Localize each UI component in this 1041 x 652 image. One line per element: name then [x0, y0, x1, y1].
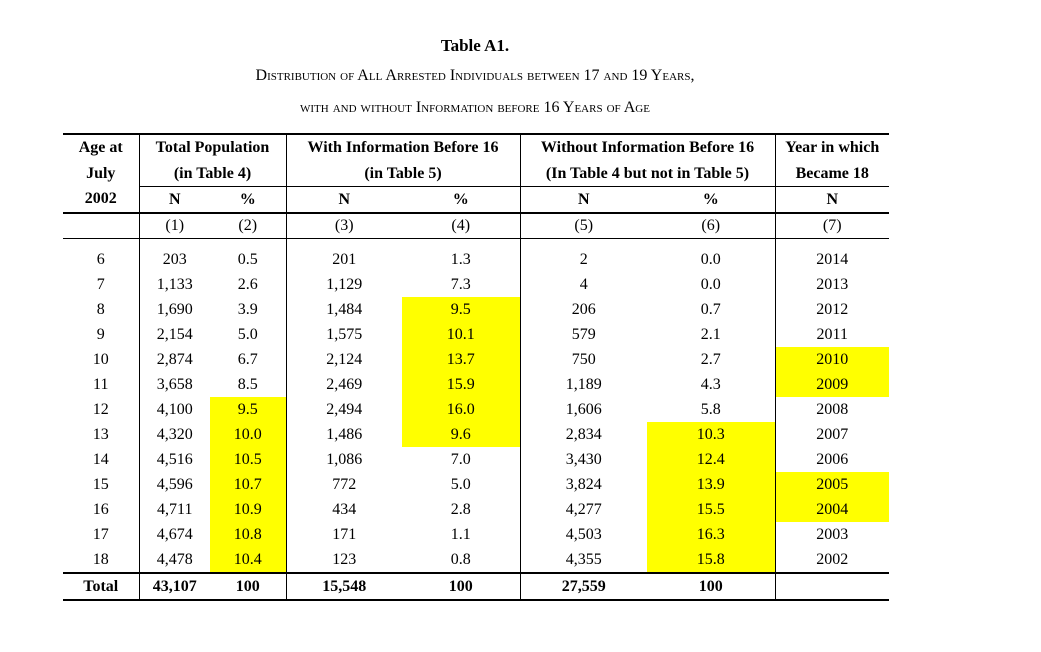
cell-without-info-n: 206 — [520, 297, 647, 322]
total-n3: 15,548 — [286, 573, 402, 600]
cell-age: 7 — [96, 275, 105, 293]
cell-without-info-pct: 15.8 — [647, 547, 775, 573]
cell-year: 2002 — [775, 547, 889, 573]
table-row — [63, 247, 889, 272]
total-row — [63, 573, 889, 600]
cell-total-n: 1,690 — [139, 297, 210, 322]
cell-with-info-pct: 1.1 — [450, 525, 471, 543]
cell-total-pct: 10.4 — [210, 547, 286, 573]
cell-without-info-pct: 16.3 — [647, 522, 775, 547]
cell-age: 16 — [92, 500, 109, 518]
cell-without-info-n: 1,189 — [520, 372, 647, 397]
cell-without-info-n: 4,355 — [520, 547, 647, 573]
table-row — [63, 272, 889, 297]
cell-without-info-n: 4 — [520, 272, 647, 297]
table-header — [63, 134, 889, 239]
total-label: Total — [63, 573, 139, 600]
column-number-2: (2) — [210, 213, 286, 239]
header-total-population: Total Population — [139, 134, 286, 161]
cell-with-info-n: 1,575 — [286, 322, 402, 347]
cell-without-info-n: 3,824 — [520, 472, 647, 497]
cell-with-info-pct: 15.9 — [402, 372, 520, 397]
cell-age: 15 — [92, 475, 109, 493]
cell-total-pct: 2.6 — [237, 275, 258, 293]
header-n-col7: N — [775, 187, 889, 214]
total-n5: 27,559 — [520, 573, 647, 600]
table-row — [63, 522, 889, 547]
cell-with-info-pct: 9.5 — [402, 297, 520, 322]
cell-with-info-pct: 7.0 — [450, 450, 471, 468]
table-row — [63, 447, 889, 472]
cell-with-info-n: 1,086 — [286, 447, 402, 472]
cell-without-info-n: 1,606 — [520, 397, 647, 422]
cell-total-n: 4,320 — [139, 422, 210, 447]
cell-total-n: 4,100 — [139, 397, 210, 422]
cell-year: 2009 — [775, 372, 889, 397]
cell-age: 17 — [92, 525, 109, 543]
cell-age: 14 — [92, 450, 109, 468]
cell-total-n: 4,711 — [139, 497, 210, 522]
cell-age: 10 — [92, 350, 109, 368]
header-total-population-sub: (in Table 4) — [139, 161, 286, 187]
cell-with-info-pct: 10.1 — [402, 322, 520, 347]
cell-total-n: 203 — [139, 247, 210, 272]
cell-total-pct: 10.5 — [210, 447, 286, 472]
cell-without-info-pct: 5.8 — [700, 400, 721, 418]
cell-year: 2003 — [775, 522, 889, 547]
cell-total-pct: 0.5 — [237, 250, 258, 268]
cell-with-info-n: 201 — [286, 247, 402, 272]
header-n-col1: N — [139, 187, 210, 214]
table-row — [63, 297, 889, 322]
cell-without-info-n: 750 — [520, 347, 647, 372]
cell-with-info-pct: 5.0 — [450, 475, 471, 493]
cell-with-info-pct: 7.3 — [450, 275, 471, 293]
cell-without-info-n: 2 — [520, 247, 647, 272]
cell-without-info-pct: 4.3 — [700, 375, 721, 393]
cell-total-n: 1,133 — [139, 272, 210, 297]
cell-total-n: 4,478 — [139, 547, 210, 573]
cell-total-n: 2,874 — [139, 347, 210, 372]
cell-age: 18 — [92, 550, 109, 568]
column-number-6: (6) — [647, 213, 775, 239]
cell-total-pct: 3.9 — [237, 300, 258, 318]
cell-with-info-pct: 16.0 — [402, 397, 520, 422]
cell-without-info-n: 4,503 — [520, 522, 647, 547]
header-age-line3: 2002 — [63, 187, 139, 214]
cell-total-pct: 10.9 — [210, 497, 286, 522]
cell-age: 6 — [96, 250, 105, 268]
header-n-col3: N — [286, 187, 402, 214]
cell-without-info-n: 3,430 — [520, 447, 647, 472]
cell-without-info-pct: 13.9 — [647, 472, 775, 497]
cell-with-info-pct: 13.7 — [402, 347, 520, 372]
cell-with-info-pct: 2.8 — [450, 500, 471, 518]
cell-without-info-pct: 0.0 — [700, 275, 721, 293]
cell-year: 2011 — [775, 322, 889, 347]
cell-total-pct: 5.0 — [237, 325, 258, 343]
header-without-information-sub: (In Table 4 but not in Table 5) — [520, 161, 775, 187]
total-n1: 43,107 — [139, 573, 210, 600]
cell-age: 8 — [96, 300, 105, 318]
cell-with-info-n: 2,124 — [286, 347, 402, 372]
table-subtitle-line2: with and without Information before 16 Years of Age — [300, 99, 650, 116]
cell-year: 2004 — [775, 497, 889, 522]
cell-age: 9 — [96, 325, 105, 343]
header-year-line1: Year in which — [775, 134, 889, 161]
cell-without-info-pct: 0.0 — [700, 250, 721, 268]
header-age-line1: Age at — [63, 134, 139, 161]
total-p4: 100 — [402, 573, 520, 600]
cell-year: 2013 — [775, 272, 889, 297]
cell-year: 2007 — [775, 422, 889, 447]
cell-with-info-n: 1,129 — [286, 272, 402, 297]
cell-total-n: 4,674 — [139, 522, 210, 547]
cell-with-info-n: 171 — [286, 522, 402, 547]
cell-with-info-pct: 0.8 — [450, 550, 471, 568]
cell-without-info-pct: 12.4 — [647, 447, 775, 472]
cell-with-info-n: 2,469 — [286, 372, 402, 397]
cell-total-n: 4,596 — [139, 472, 210, 497]
cell-total-n: 4,516 — [139, 447, 210, 472]
total-p2: 100 — [210, 573, 286, 600]
cell-with-info-n: 123 — [286, 547, 402, 573]
cell-without-info-n: 4,277 — [520, 497, 647, 522]
table-body — [63, 239, 889, 574]
header-pct-col4: % — [402, 187, 520, 214]
header-age-line2: July — [86, 164, 116, 182]
cell-with-info-n: 1,484 — [286, 297, 402, 322]
column-number-5: (5) — [520, 213, 647, 239]
total-p6: 100 — [647, 573, 775, 600]
cell-with-info-n: 1,486 — [286, 422, 402, 447]
total-year — [775, 573, 889, 600]
cell-total-pct: 9.5 — [210, 397, 286, 422]
column-number-7: (7) — [775, 213, 889, 239]
cell-without-info-pct: 10.3 — [647, 422, 775, 447]
cell-with-info-pct: 1.3 — [450, 250, 471, 268]
column-number-1: (1) — [139, 213, 210, 239]
cell-without-info-pct: 2.1 — [700, 325, 721, 343]
column-number-4: (4) — [402, 213, 520, 239]
cell-without-info-n: 579 — [520, 322, 647, 347]
cell-without-info-n: 2,834 — [520, 422, 647, 447]
cell-year: 2012 — [775, 297, 889, 322]
header-year-line2: Became 18 — [775, 161, 889, 187]
table-title: Table A1. — [440, 36, 510, 55]
cell-with-info-n: 772 — [286, 472, 402, 497]
cell-with-info-pct: 9.6 — [402, 422, 520, 447]
header-pct-col6: % — [647, 187, 775, 214]
table-row — [63, 372, 889, 397]
cell-year: 2006 — [775, 447, 889, 472]
cell-total-pct: 10.0 — [210, 422, 286, 447]
header-with-information-sub: (in Table 5) — [286, 161, 520, 187]
cell-with-info-n: 2,494 — [286, 397, 402, 422]
cell-year: 2014 — [775, 247, 889, 272]
cell-total-n: 2,154 — [139, 322, 210, 347]
table-row — [63, 422, 889, 447]
cell-with-info-n: 434 — [286, 497, 402, 522]
table-row — [63, 547, 889, 573]
cell-total-pct: 8.5 — [237, 375, 258, 393]
cell-total-n: 3,658 — [139, 372, 210, 397]
table-row — [63, 322, 889, 347]
table-row — [63, 397, 889, 422]
header-with-information: With Information Before 16 — [286, 134, 520, 161]
cell-without-info-pct: 15.5 — [647, 497, 775, 522]
table-row — [63, 497, 889, 522]
cell-age: 12 — [92, 400, 109, 418]
cell-total-pct: 10.8 — [210, 522, 286, 547]
cell-year: 2008 — [775, 397, 889, 422]
table-row — [63, 347, 889, 372]
cell-age: 13 — [92, 425, 109, 443]
cell-without-info-pct: 0.7 — [700, 300, 721, 318]
column-number-blank — [63, 213, 139, 239]
distribution-table — [63, 133, 889, 601]
header-without-information: Without Information Before 16 — [520, 134, 775, 161]
cell-total-pct: 10.7 — [210, 472, 286, 497]
cell-year: 2010 — [775, 347, 889, 372]
table-row — [63, 472, 889, 497]
table-subtitle-line1: Distribution of All Arrested Individuals between 17 and 19 Years, — [255, 67, 695, 84]
cell-year: 2005 — [775, 472, 889, 497]
column-number-3: (3) — [286, 213, 402, 239]
cell-age: 11 — [93, 375, 109, 393]
header-pct-col2: % — [210, 187, 286, 214]
cell-without-info-pct: 2.7 — [700, 350, 721, 368]
cell-total-pct: 6.7 — [237, 350, 258, 368]
header-n-col5: N — [520, 187, 647, 214]
